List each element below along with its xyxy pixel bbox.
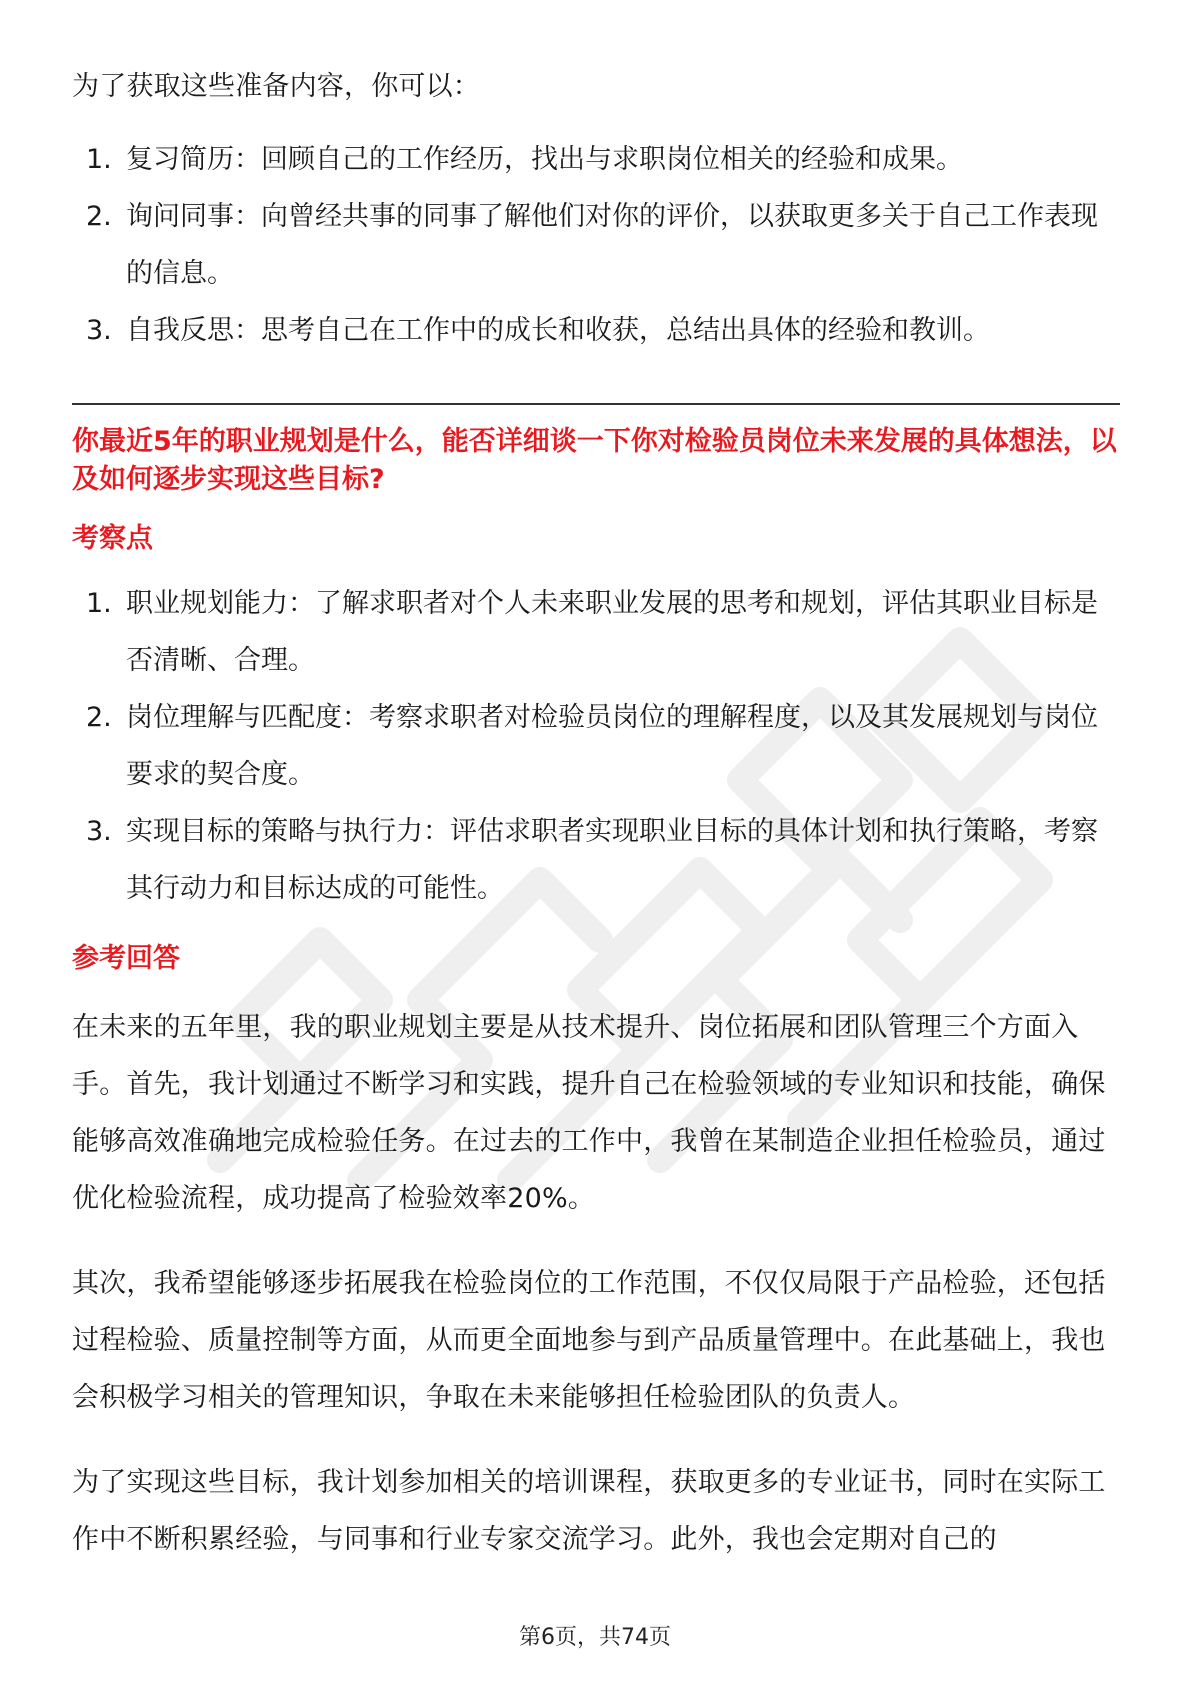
document-content [72, 58, 1120, 1568]
list-item-text: 询问同事：向曾经共事的同事了解他们对你的评价，以获取更多关于自己工作表现的信息。 [126, 201, 1098, 289]
list-number: 2. [86, 201, 112, 232]
list-item [72, 575, 1120, 689]
answer-paragraph: 在未来的五年里，我的职业规划主要是从技术提升、岗位拓展和团队管理三个方面入手。首先，我计划通过不断学习和实践，提升自己在检验领域的专业知识和技能，确保能够高效准确地完成检验任务。在过去的工作中，我曾在某制造企业担任检验员，通过优化检验流程，成功提高了检验效率20%。 [72, 1012, 1106, 1214]
list-number: 1. [86, 144, 112, 175]
list-item [72, 131, 1120, 188]
list-item [72, 188, 1120, 302]
list-item [72, 302, 1120, 359]
examine-title: 考察点 [72, 523, 153, 554]
list-number: 3. [86, 816, 112, 847]
answer-title: 参考回答 [72, 943, 180, 974]
list-number: 3. [86, 315, 112, 346]
page-footer: 第6页，共74页 [519, 1625, 671, 1650]
list-item-text: 岗位理解与匹配度：考察求职者对检验员岗位的理解程度，以及其发展规划与岗位要求的契合度。 [126, 702, 1098, 790]
list-number: 2. [86, 702, 112, 733]
question-heading: 你最近5年的职业规划是什么，能否详细谈一下你对检验员岗位未来发展的具体想法，以及如何逐步实现这些目标? [72, 426, 1117, 495]
intro-list [72, 131, 1120, 359]
section-divider [72, 403, 1120, 405]
list-item [72, 689, 1120, 803]
list-item-text: 实现目标的策略与执行力：评估求职者实现职业目标的具体计划和执行策略，考察其行动力和目标达成的可能性。 [126, 816, 1098, 904]
list-item [72, 803, 1120, 917]
intro-text: 为了获取这些准备内容，你可以： [72, 71, 480, 102]
list-item-text: 自我反思：思考自己在工作中的成长和收获，总结出具体的经验和教训。 [126, 315, 990, 346]
examine-list [72, 575, 1120, 917]
list-item-text: 职业规划能力：了解求职者对个人未来职业发展的思考和规划，评估其职业目标是否清晰、合理。 [126, 588, 1098, 676]
answer-paragraph: 其次，我希望能够逐步拓展我在检验岗位的工作范围，不仅仅局限于产品检验，还包括过程检验、质量控制等方面，从而更全面地参与到产品质量管理中。在此基础上，我也会积极学习相关的管理知识，争取在未来能够担任检验团队的负责人。 [72, 1268, 1106, 1413]
list-number: 1. [86, 588, 112, 619]
answer-paragraph: 为了实现这些目标，我计划参加相关的培训课程，获取更多的专业证书，同时在实际工作中不断积累经验，与同事和行业专家交流学习。此外，我也会定期对自己的 [72, 1467, 1106, 1555]
list-item-text: 复习简历：回顾自己的工作经历，找出与求职岗位相关的经验和成果。 [126, 144, 963, 175]
